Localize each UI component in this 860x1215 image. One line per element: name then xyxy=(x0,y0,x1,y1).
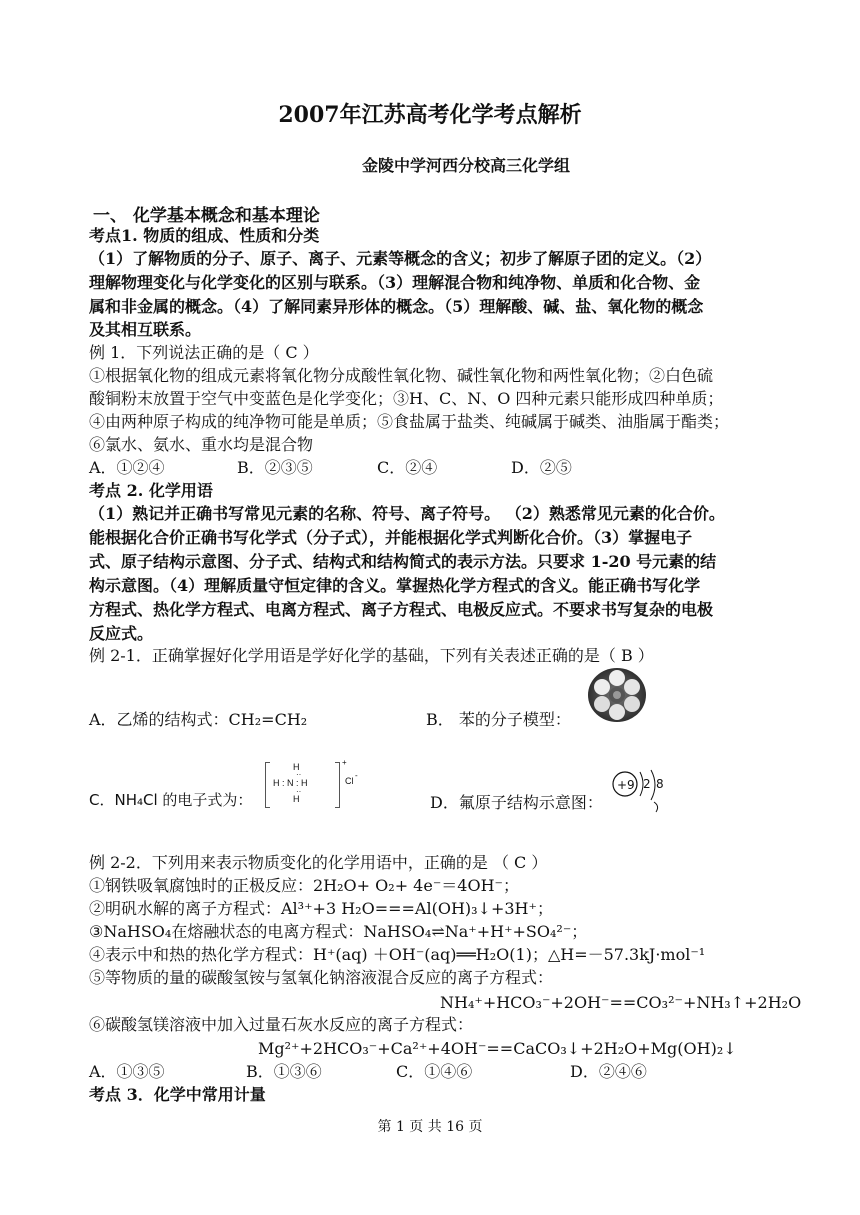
ex22-options xyxy=(89,1062,647,1082)
ex22-line: ①钢铁吸氧腐蚀时的正极反应：2H₂O+ O₂+ 4e⁻＝4OH⁻； xyxy=(89,876,519,895)
byline: 金陵中学河西分校高三化学组 xyxy=(362,156,571,175)
point1-line: 理解物理变化与化学变化的区别与联系。（3）理解混合物和纯净物、单质和化合物、金 xyxy=(89,273,701,292)
point2-line: 反应式。 xyxy=(89,624,154,643)
option-a: A．①③⑤ xyxy=(89,1062,165,1081)
option-b: B．②③⑤ xyxy=(237,458,313,477)
ex22-stem: 例 2-2．下列用来表示物质变化的化学用语中，正确的是 （ C ） xyxy=(89,853,548,872)
section-heading: 一、 化学基本概念和基本理论 xyxy=(93,206,320,226)
point1-line: 及其相互联系。 xyxy=(89,320,202,339)
ex1-line: 酸铜粉末放置于空气中变蓝色是化学变化；③H、C、N、O 四种元素只能形成四种单质； xyxy=(89,389,724,408)
benzene-model-image xyxy=(586,666,648,724)
ex21-option-d: D．氟原子结构示意图： xyxy=(430,793,603,812)
option-a: A．①②④ xyxy=(89,458,165,477)
ex22-line: ③NaHSO₄在熔融状态的电离方程式：NaHSO₄⇌Na⁺+H⁺+SO₄²⁻； xyxy=(89,922,588,941)
point1-line: 属和非金属的概念。（4）了解同素异形体的概念。（5）理解酸、碱、盐、氧化物的概念 xyxy=(89,297,704,316)
ex1-line: ⑥氯水、氨水、重水均是混合物 xyxy=(89,435,314,454)
option-c: C．①④⑥ xyxy=(396,1062,473,1081)
ex22-line: ⑥碳酸氢镁溶液中加入过量石灰水反应的离子方程式： xyxy=(89,1015,474,1034)
ex22-equation-5: NH₄⁺+HCO₃⁻+2OH⁻==CO₃²⁻+NH₃↑+2H₂O xyxy=(440,993,802,1012)
page-footer: 第 1 页 共 16 页 xyxy=(377,1119,483,1135)
ex21-stem: 例 2-1．正确掌握好化学用语是学好化学的基础，下列有关表述正确的是（ B ） xyxy=(89,646,654,665)
ex1-stem: 例 1．下列说法正确的是（ C ） xyxy=(89,343,319,362)
ex21-option-b: B． 苯的分子模型： xyxy=(426,710,571,729)
ex21-option-a: A．乙烯的结构式：CH₂=CH₂ xyxy=(89,710,308,729)
svg-text:2: 2 xyxy=(643,777,651,791)
ex22-line: ②明矾水解的离子方程式：Al³⁺+3 H₂O===Al(OH)₃↓+3H⁺； xyxy=(89,899,553,918)
point2-line: 方程式、热化学方程式、电离方程式、离子方程式、电极反应式。不要求书写复杂的电极 xyxy=(89,600,714,619)
svg-text:+9: +9 xyxy=(617,778,635,792)
ex21-option-c: C．NH₄Cl 的电子式为： xyxy=(89,791,253,809)
ex1-line: ④由两种原子构成的纯净物可能是单质；⑤食盐属于盐类、纯碱属于碱类、油脂属于酯类； xyxy=(89,412,730,431)
point2-heading: 考点 2. 化学用语 xyxy=(89,481,213,500)
fluorine-atom-diagram xyxy=(610,768,670,814)
nh4cl-electron-formula: H ·· H : N : H ·· H + Cl - xyxy=(263,760,363,810)
option-c: C．②④ xyxy=(377,458,438,477)
point2-line: 能根据化合价正确书写化学式（分子式），并能根据化学式判断化合价。（3）掌握电子 xyxy=(89,528,693,547)
point1-heading: 考点1. 物质的组成、性质和分类 xyxy=(89,226,320,245)
ex22-line: ④表示中和热的热化学方程式：H⁺(aq) ＋OH⁻(aq)══H₂O(1)；△H=－57.3kJ·mol⁻¹ xyxy=(89,945,706,964)
point2-line: 构示意图。（4）理解质量守恒定律的含义。掌握热化学方程式的含义。能正确书写化学 xyxy=(89,576,701,595)
option-d: D．②④⑥ xyxy=(570,1062,647,1081)
option-d: D．②⑤ xyxy=(511,458,572,477)
page-title: 2007年江苏高考化学考点解析 xyxy=(278,102,582,128)
ex22-line: ⑤等物质的量的碳酸氢铵与氢氧化钠溶液混合反应的离子方程式： xyxy=(89,968,554,987)
option-b: B．①③⑥ xyxy=(246,1062,322,1081)
ex1-line: ①根据氧化物的组成元素将氧化物分成酸性氧化物、碱性氧化物和两性氧化物；②白色硫 xyxy=(89,366,714,385)
svg-text:8: 8 xyxy=(656,777,664,791)
ex22-equation-6: Mg²⁺+2HCO₃⁻+Ca²⁺+4OH⁻==CaCO₃↓+2H₂O+Mg(OH)₂↓ xyxy=(258,1039,737,1058)
ex1-options xyxy=(89,458,572,478)
point1-line: （1）了解物质的分子、原子、离子、元素等概念的含义；初步了解原子团的定义。（2） xyxy=(89,249,712,268)
point2-line: 式、原子结构示意图、分子式、结构式和结构简式的表示方法。只要求 1-20 号元素的结 xyxy=(89,552,717,571)
point3-heading: 考点 3．化学中常用计量 xyxy=(89,1085,266,1104)
point2-line: （1）熟记并正确书写常见元素的名称、符号、离子符号。 （2）熟悉常见元素的化合价。 xyxy=(89,504,725,523)
